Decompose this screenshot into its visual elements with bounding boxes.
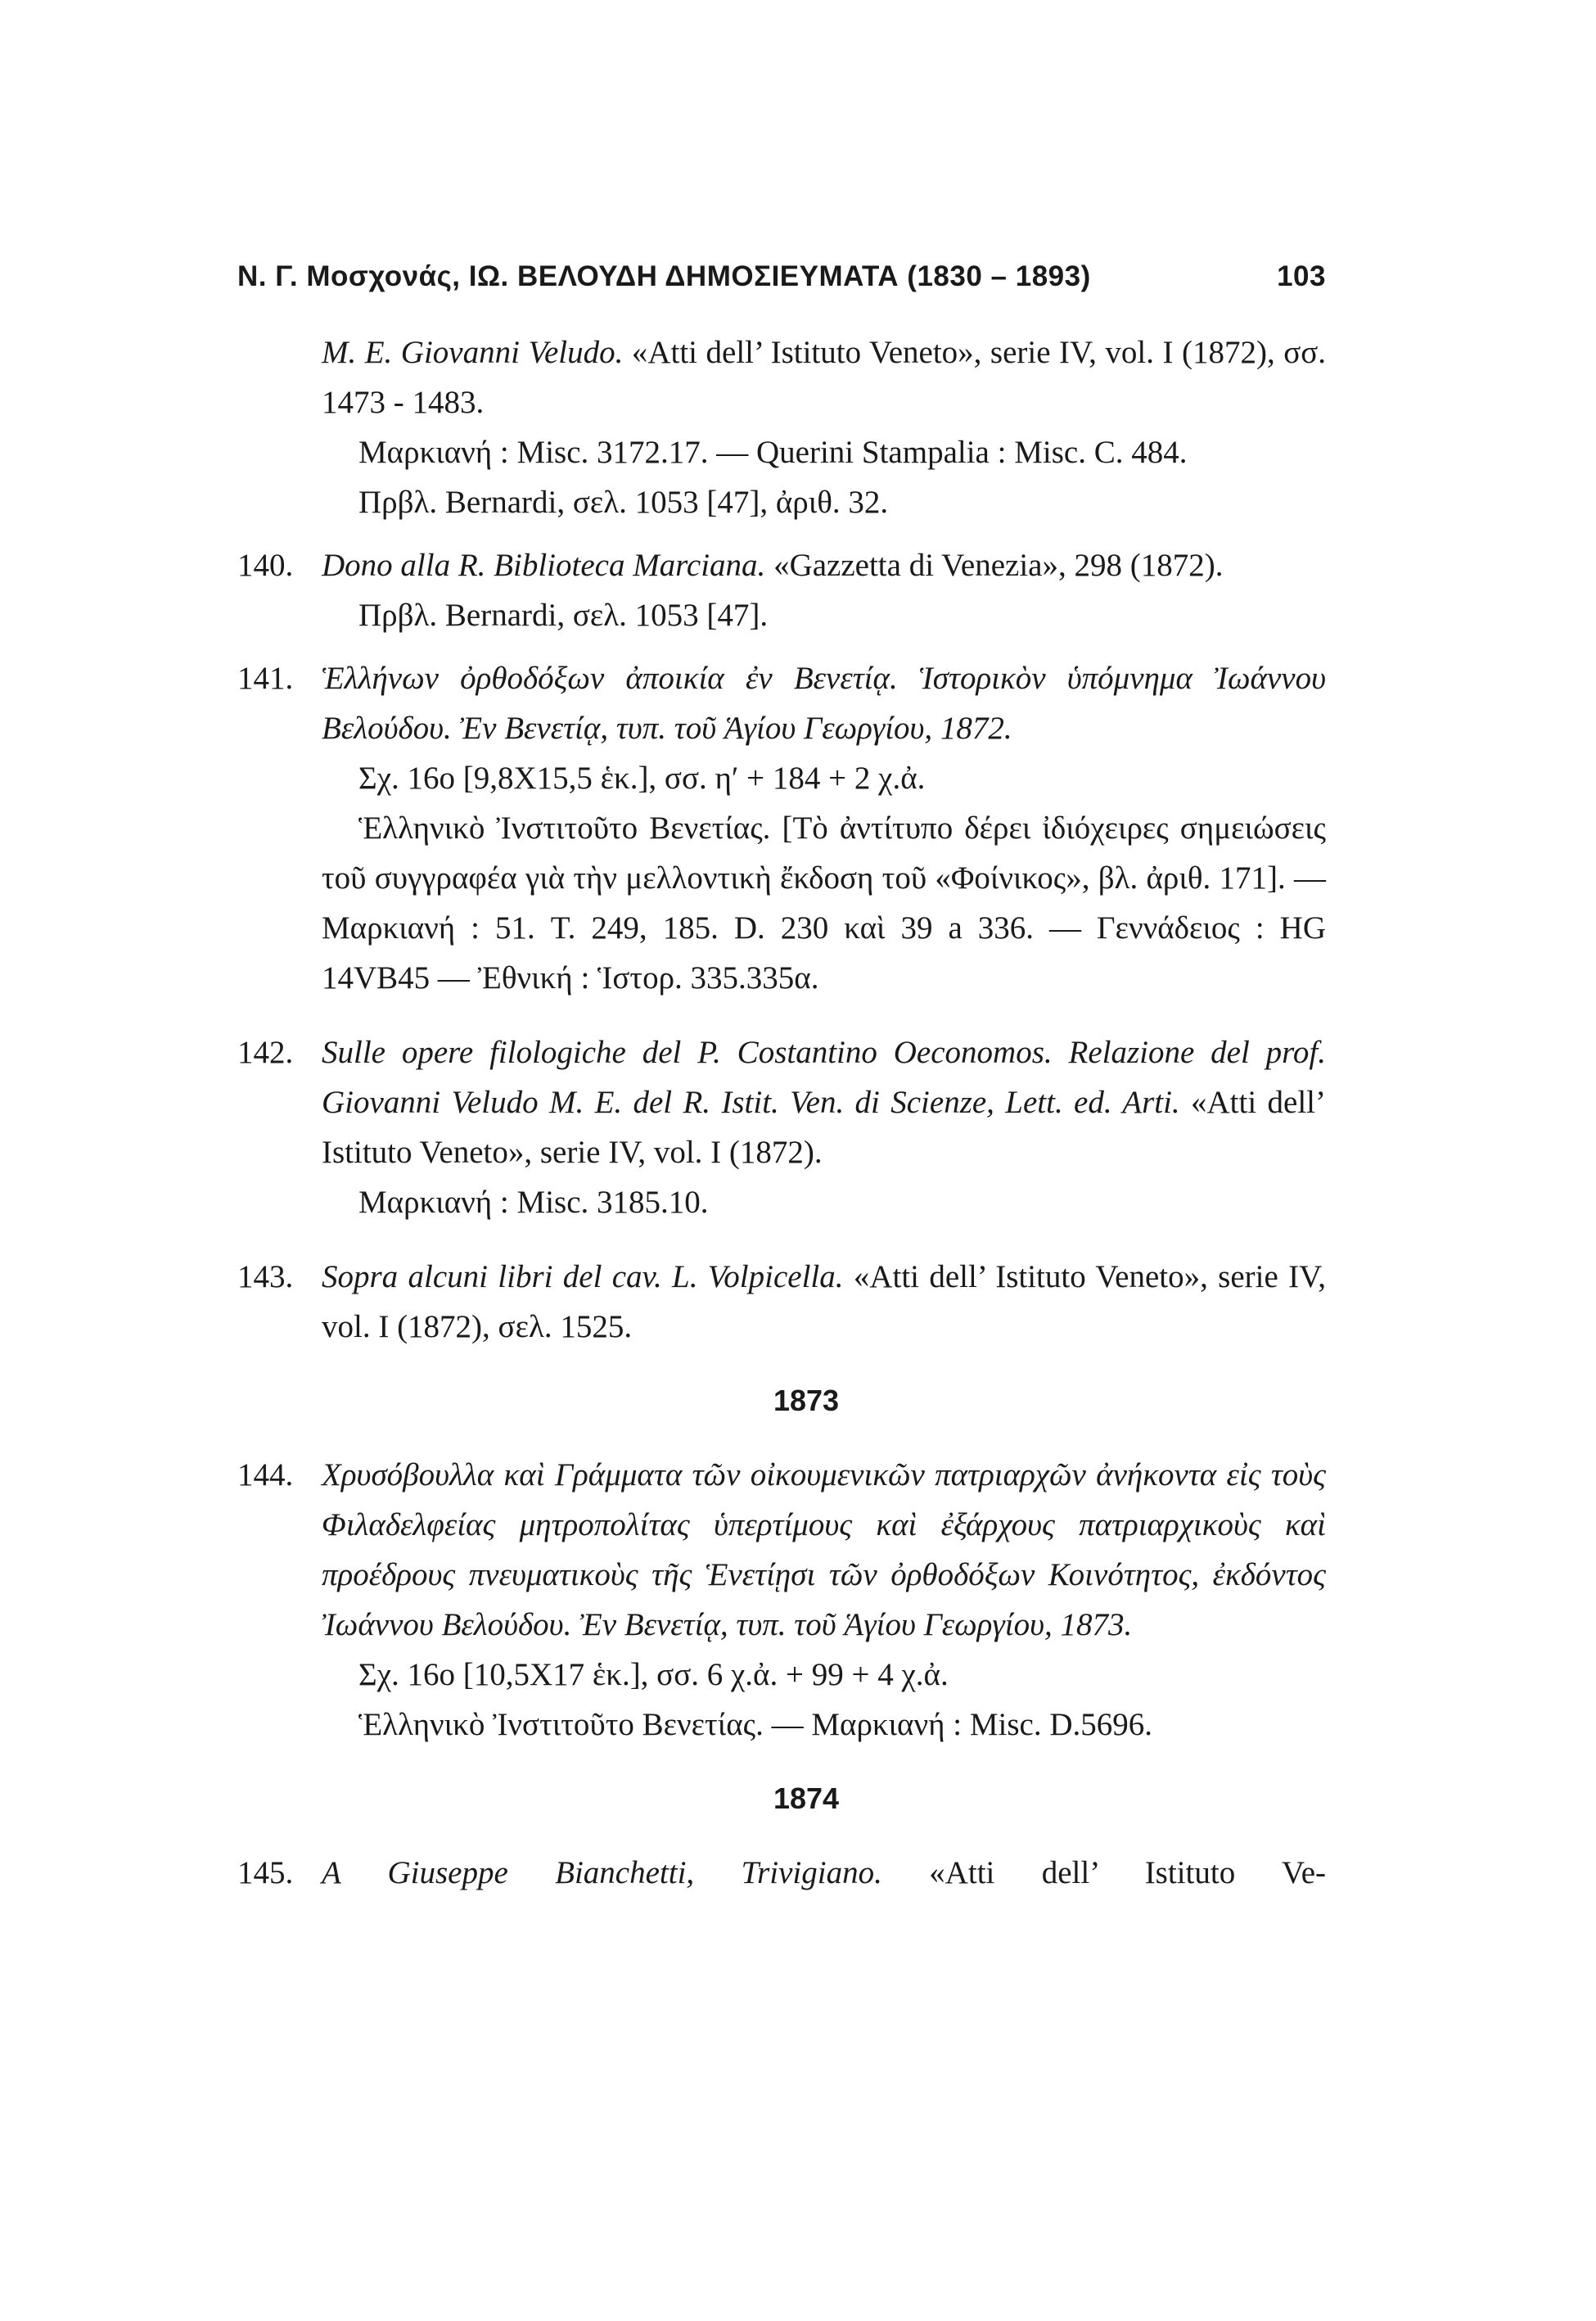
entry-title-rest: «Atti dell’ Istituto Veneto», serie IV, vol. I (1872), σσ. 1473 - 1483. (322, 335, 1326, 420)
entry-title-italic: Ἑλλήνων ὀρθοδόξων ἀποικία ἐν Βενετίᾳ. Ἱστορικὸν ὑπόμνημα Ἰωάννου Βελούδου. Ἐν Βενετίᾳ, τυπ. τοῦ Ἁγίου Γεωργίου, 1872. (322, 661, 1326, 746)
year-heading-1873: 1873 (773, 1384, 840, 1417)
entry-title-italic: A Giuseppe Bianchetti, Trivigiano. (322, 1855, 882, 1890)
entry-number: 142. (237, 1035, 294, 1070)
entry-holdings: Ἑλληνικὸ Ἰνστιτοῦτο Βενετίας. — Μαρκιανή : Misc. D.5696. (358, 1707, 1153, 1742)
entry-reference: Πρβλ. Bernardi, σελ. 1053 [47], ἀριθ. 32. (358, 485, 889, 520)
entry-title (322, 1252, 1326, 1352)
entry-title-italic: Χρυσόβουλλα καὶ Γράμματα τῶν οἰκουμενικῶν πατριαρχῶν ἀνήκοντα εἰς τοὺς Φιλαδελφείας μητροπολίτας ὑπερτίμους καὶ ἐξάρχους πατριαρχικοὺς καὶ προέδρους πνευματικοὺς τῆς Ἑνετίῃσι τῶν ὀρθοδόξων Κοινότητος, ἐκδόντος Ἰωάννου Βελούδου. Ἐν Βενετίᾳ, τυπ. τοῦ Ἁγίου Γεωργίου, 1873. (322, 1457, 1326, 1642)
entry-title-italic: Dono alla R. Biblioteca Marciana. (322, 548, 766, 583)
entry-145 (237, 1848, 1326, 1898)
entry-format: Σχ. 16ο [10,5Χ17 ἑκ.], σσ. 6 χ.ἀ. + 99 + 4 χ.ἀ. (358, 1657, 949, 1692)
entry-144 (237, 1450, 1326, 1750)
entry-title-italic: Sopra alcuni libri del cav. L. Volpicella. (322, 1259, 844, 1294)
page-body (237, 327, 1326, 1898)
entry-141 (237, 653, 1326, 1003)
entry-reference: Πρβλ. Bernardi, σελ. 1053 [47]. (358, 598, 769, 633)
entry-title (322, 1027, 1326, 1177)
entry-143 (237, 1252, 1326, 1352)
entry-holdings: Μαρκιανή : Misc. 3172.17. — Querini Stampalia : Misc. C. 484. (358, 435, 1188, 470)
entry-title-rest: «Atti dell’ Istituto Veneto», serie IV, vol. I (1872). (322, 1085, 1327, 1170)
entry-title-italic: Sulle opere filologiche del P. Costantino Oeconomos. Relazione del prof. Giovanni Veludo M. E. del R. Istit. Ven. di Scienze, Lett. ed. Arti. (322, 1035, 1326, 1120)
running-header (237, 260, 1326, 293)
entry-number: 145. (237, 1855, 294, 1890)
entry-title (322, 327, 1326, 427)
entry-title-italic: M. E. Giovanni Veludo. (322, 335, 624, 370)
entry-title-rest: «Atti dell’ Istituto Ve- (881, 1855, 1327, 1890)
entry-number: 143. (237, 1259, 294, 1294)
entry-number: 140. (237, 548, 294, 583)
entry-title (322, 540, 1326, 590)
entry-number: 144. (237, 1457, 294, 1492)
entry-holdings: Ἑλληνικὸ Ἰνστιτοῦτο Βενετίας. [Τὸ ἀντίτυπο δέρει ἰδιόχειρες σημειώσεις τοῦ συγγραφέα γιὰ τὴν μελλοντικὴ ἔκδοση τοῦ «Φοίνικος», βλ. ἀριθ. 171]. — Μαρκιανή : 51. T. 249, 185. D. 230 καὶ 39 a 336. — Γεννάδειος : HG 14VB45 — Ἐθνική : Ἱστορ. 335.335α. (322, 811, 1326, 996)
header-title: Ν. Γ. Μοσχονάς, ΙΩ. ΒΕΛΟΥΔΗ ΔΗΜΟΣΙΕΥΜΑΤΑ (1830 – 1893) (237, 260, 1091, 292)
entry-format: Σχ. 16ο [9,8Χ15,5 ἑκ.], σσ. η′ + 184 + 2 χ.ἀ. (358, 761, 926, 796)
year-heading-1874: 1874 (773, 1781, 840, 1815)
entry-number: 141. (237, 661, 294, 696)
page-number: 103 (1277, 260, 1326, 292)
entry-title (322, 1848, 1326, 1898)
entry-holdings: Μαρκιανή : Misc. 3185.10. (358, 1185, 709, 1220)
entry-140 (237, 540, 1326, 640)
entry-continuation (237, 327, 1326, 527)
entry-142 (237, 1027, 1326, 1227)
entry-title-rest: «Gazzetta di Venezia», 298 (1872). (765, 548, 1224, 583)
entry-title-rest: «Atti dell’ Istituto Veneto», serie IV, vol. I (1872), σελ. 1525. (322, 1259, 1326, 1344)
